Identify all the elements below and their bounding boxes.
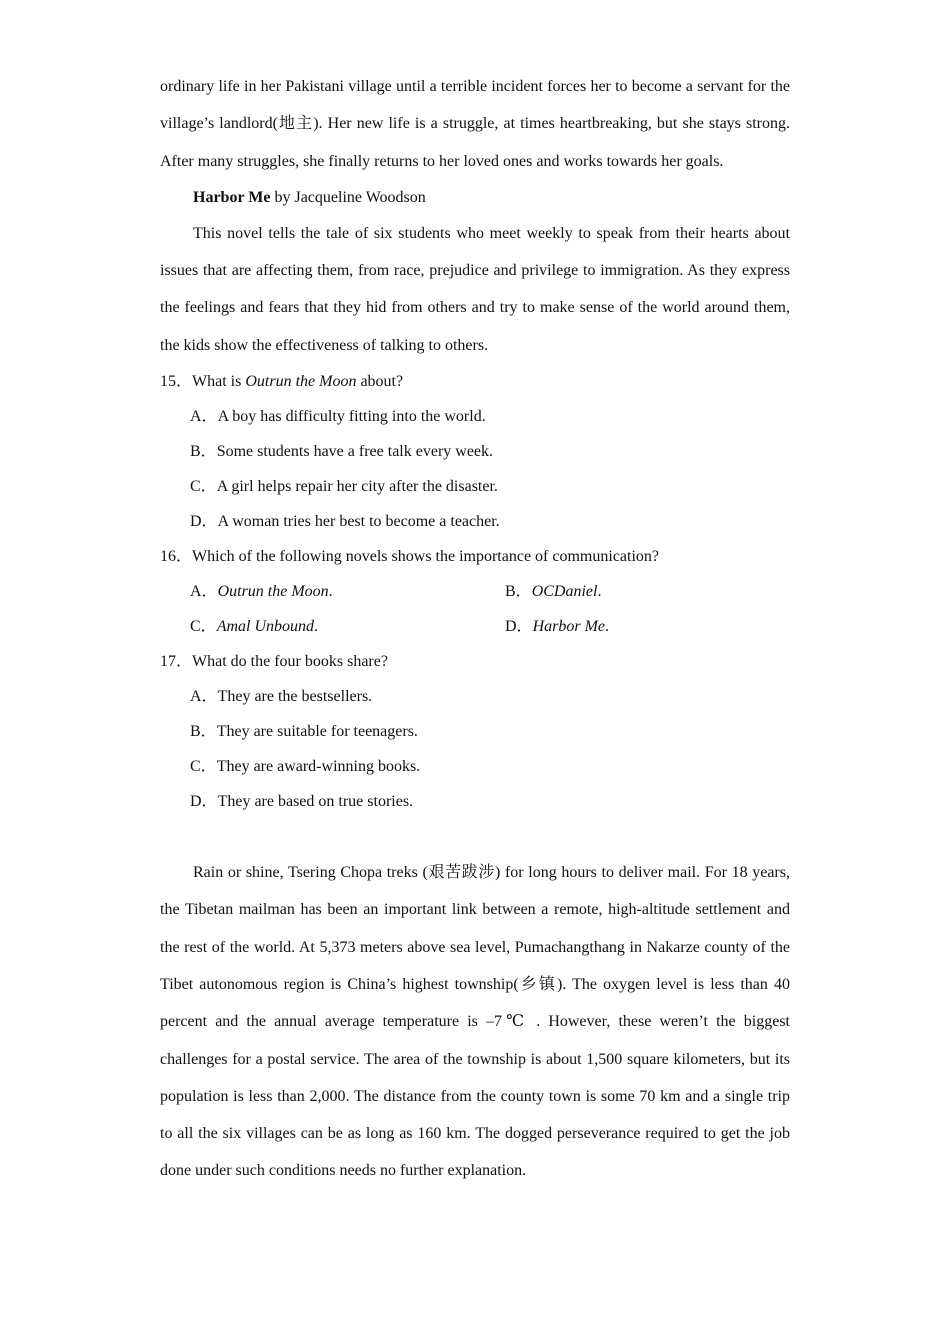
option-text: OCDaniel (531, 583, 598, 601)
option-17b[interactable] (160, 714, 790, 749)
option-text: They are the bestsellers. (217, 688, 373, 706)
option-letter: D． (505, 618, 533, 636)
option-15a[interactable] (160, 399, 790, 434)
option-16d[interactable] (475, 609, 790, 644)
question-16 (160, 539, 790, 574)
option-16c[interactable] (160, 609, 475, 644)
option-letter: C． (190, 618, 217, 636)
option-suffix: . (597, 583, 602, 601)
option-text: A girl helps repair her city after the disaster. (216, 478, 498, 496)
option-letter: A． (190, 408, 218, 426)
question-number: 17． (160, 653, 193, 671)
option-letter: D． (190, 513, 218, 531)
option-text: A boy has difficulty fitting into the world. (217, 408, 486, 426)
question-stem: What is (192, 373, 246, 391)
option-text: Harbor Me (532, 618, 605, 636)
option-text: Amal Unbound (216, 618, 315, 636)
option-17c[interactable] (160, 749, 790, 784)
exam-page (160, 68, 790, 1190)
option-letter: B． (190, 723, 217, 741)
question-stem: What do the four books share? (192, 653, 388, 671)
question-15 (160, 364, 790, 399)
amal-unbound-description-tail: ordinary life in her Pakistani village until a terrible incident forces her to become a servant for the village’s landlord(地主). Her new life is a struggle, at times heartbreaking, but she stays strong. After many struggles, she finally returns to her loved ones and works towards her goals. (160, 78, 790, 170)
question-number: 16． (160, 548, 193, 566)
option-16a[interactable] (160, 574, 475, 609)
option-letter: D． (190, 793, 218, 811)
section-gap (160, 819, 790, 854)
option-letter: A． (190, 583, 218, 601)
question-stem-end: about? (356, 373, 404, 391)
option-text: They are award-winning books. (216, 758, 421, 776)
question-stem-title: Outrun the Moon (245, 373, 357, 391)
option-suffix: . (314, 618, 319, 636)
book-title: Harbor Me (193, 188, 271, 206)
option-text: They are based on true stories. (217, 793, 414, 811)
option-15d[interactable] (160, 504, 790, 539)
harbor-me-description: This novel tells the tale of six students who meet weekly to speak from their hearts about issues that are affecting them, from race, prejudice and privilege to immigration. As they express the feelings and fears that they hid from others and try to make sense of the world around them, the kids show the effectiveness of talking to others. (160, 224, 790, 354)
question-number: 15． (160, 373, 193, 391)
option-16b[interactable] (475, 574, 790, 609)
option-suffix: . (328, 583, 333, 601)
option-text: Outrun the Moon (217, 583, 329, 601)
option-17a[interactable] (160, 679, 790, 714)
option-text: Some students have a free talk every week. (216, 443, 494, 461)
option-letter: A． (190, 688, 218, 706)
option-17d[interactable] (160, 784, 790, 819)
option-letter: B． (505, 583, 532, 601)
book-title-line (160, 180, 790, 215)
option-letter: B． (190, 443, 217, 461)
mailman-passage: Rain or shine, Tsering Chopa treks (艰苦跋涉) for long hours to deliver mail. For 18 years, the Tibetan mailman has been an important link between a remote, high-altitude settlement and the rest of the world. At 5,373 meters above sea level, Pumachangthang in Nakarze county of the Tibet autonomous region is China’s highest township(乡镇). The oxygen level is less than 40 percent and the annual average temperature is –7℃ . However, these weren’t the biggest challenges for a postal service. The area of the township is about 1,500 square kilometers, but its population is less than 2,000. The distance from the county town is some 70 km and a single trip to all the six villages can be as long as 160 km. The dogged perseverance required to get the job done under such conditions needs no further explanation. (160, 864, 790, 1180)
option-letter: C． (190, 478, 217, 496)
option-15b[interactable] (160, 434, 790, 469)
option-15c[interactable] (160, 469, 790, 504)
option-text: A woman tries her best to become a teacher. (217, 513, 500, 531)
question-stem: Which of the following novels shows the importance of communication? (192, 548, 660, 566)
option-row (160, 609, 790, 644)
option-suffix: . (605, 618, 609, 636)
book-author: by Jacqueline Woodson (270, 188, 426, 206)
question-17 (160, 644, 790, 679)
option-row (160, 574, 790, 609)
option-text: They are suitable for teenagers. (216, 723, 418, 741)
option-letter: C． (190, 758, 217, 776)
